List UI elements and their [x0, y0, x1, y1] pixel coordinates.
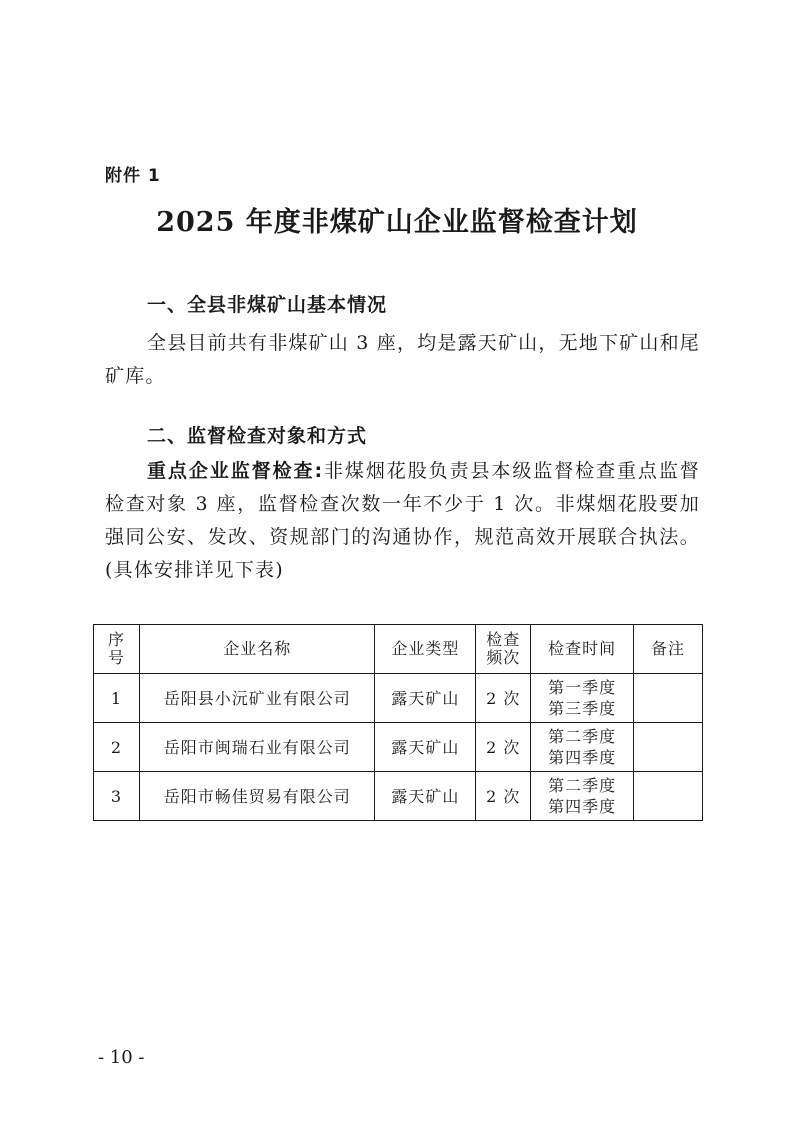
cell-name: 岳阳市畅佳贸易有限公司: [139, 772, 375, 821]
cell-time-line1: 第一季度: [548, 678, 617, 697]
cell-time-line1: 第二季度: [548, 727, 617, 746]
table-row: [94, 723, 703, 772]
document-title: 2025 年度非煤矿山企业监督检查计划: [156, 207, 638, 238]
header-name: 企业名称: [139, 625, 375, 674]
section-paragraph-basic-info: 全县目前共有非煤矿山 3 座，均是露天矿山，无地下矿山和尾矿库。: [105, 332, 700, 387]
cell-seq: 2: [94, 723, 140, 772]
cell-time: [531, 674, 634, 723]
cell-time-line1: 第二季度: [548, 776, 617, 795]
cell-seq: 1: [94, 674, 140, 723]
cell-time: [531, 723, 634, 772]
header-frequency-line2: 频次: [486, 648, 521, 667]
paragraph-lead: 重点企业监督检查:: [147, 460, 324, 482]
header-seq: [94, 625, 140, 674]
header-seq-line1: 序: [107, 630, 125, 649]
cell-type: 露天矿山: [375, 723, 476, 772]
cell-name: 岳阳县小沅矿业有限公司: [139, 674, 375, 723]
cell-name: 岳阳市闽瑞石业有限公司: [139, 723, 375, 772]
cell-time: [531, 772, 634, 821]
header-type: 企业类型: [375, 625, 476, 674]
cell-time-line2: 第三季度: [548, 699, 617, 718]
table-header-row: [94, 625, 703, 674]
cell-time-line2: 第四季度: [548, 797, 617, 816]
section-heading-inspection: 二、监督检查对象和方式: [147, 425, 368, 447]
cell-frequency: 2 次: [476, 723, 531, 772]
cell-type: 露天矿山: [375, 772, 476, 821]
cell-remark: [634, 772, 703, 821]
cell-time-line2: 第四季度: [548, 748, 617, 767]
header-frequency: [476, 625, 531, 674]
section-paragraph-inspection: [105, 455, 700, 587]
cell-remark: [634, 723, 703, 772]
cell-frequency: 2 次: [476, 772, 531, 821]
header-frequency-line1: 检查: [486, 630, 521, 649]
paragraph-body: 非煤烟花股负责县本级监督检查重点监督检查对象 3 座，监督检查次数一年不少于 1 次。非煤烟花股要加强同公安、发改、资规部门的沟通协作，规范高效开展联合执法。(具体安排详见下表): [105, 460, 700, 581]
table-row: [94, 674, 703, 723]
page-number: - 10 -: [98, 1047, 145, 1068]
cell-type: 露天矿山: [375, 674, 476, 723]
header-remark: 备注: [634, 625, 703, 674]
header-seq-line2: 号: [107, 648, 125, 667]
table-row: [94, 772, 703, 821]
inspection-plan-table: [93, 624, 703, 821]
cell-remark: [634, 674, 703, 723]
cell-frequency: 2 次: [476, 674, 531, 723]
cell-seq: 3: [94, 772, 140, 821]
section-heading-basic-info: 一、全县非煤矿山基本情况: [147, 294, 388, 316]
header-time: 检查时间: [531, 625, 634, 674]
attachment-label: 附件 1: [105, 166, 161, 186]
